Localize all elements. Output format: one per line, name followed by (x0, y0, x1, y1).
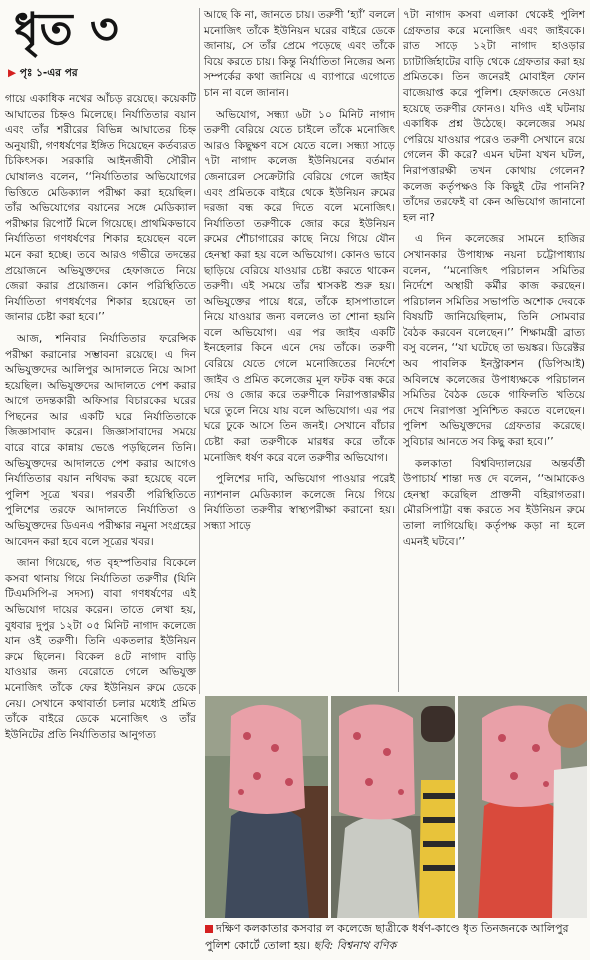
caption-bullet-icon (205, 925, 213, 933)
photo-panel-accused-2 (331, 696, 455, 918)
paragraph: আছে কি না, জানতে চায়। তরুণী ‘হ্যাঁ’ বললে মনোজিৎ তাঁকে ইউনিয়ন ঘরের বাইরে ডেকে জানায়, সে তাঁর প্রেমে পড়েছে এবং তাঁকে বিয়ে করতে চায়। কিন্তু নির্যাতিতা নিজের অন্য সম্পর্কের কথা জানিয়ে এ ব্যাপারে এগোতে চান না বলে জানান। (204, 9, 395, 99)
continuation-note (8, 66, 78, 83)
photo-panel-accused-1 (205, 696, 328, 918)
paragraph: অভিযোগ, সন্ধ্যা ৬টা ১০ মিনিট নাগাদ তরুণী বেরিয়ে যেতে চাইলে তাঁকে মনোজিৎ আরও কিছুক্ষণ বসে যেতে বলে। সন্ধ্যা সাড়ে ৭টা নাগাদ কলেজ ইউনিয়নের বর্তমান জেনারেল সেক্রেটারি বেরিয়ে গেলে জাইব এবং প্রমিতকে বাইরে থেকে ইউনিয়ন রুমের দরজা বন্ধ করে দিতে বলে মনোজিৎ। নির্যাতিতা তরুণীকে জোর করে ইউনিয়ন রুমের শৌচাগারের কাছে নিয়ে গিয়ে যৌন হেনস্থা করা হয় বলে অভিযোগ। কোনও ভাবে ছাড়িয়ে বেরিয়ে যাওয়ার চেষ্টা করতে থাকেন তরুণী। এই সময়ে তাঁর শ্বাসকষ্ট শুরু হয়। অভিযুক্তের পায়ে ধরে, তাঁকে হাসপাতালে নিয়ে যাওয়ার জন্য বললেও তা শোনা হয়নি বলে অভিযোগ। এর পর জাইব একটি ইনহেলার কিনে এনে দেয় তাঁকে। তরুণী বেরিয়ে যেতে গেলে মনোজিতের নির্দেশে জাইব ও প্রমিত কলেজের মূল ফটক বন্ধ করে দেয় ও জোর করে তরুণীকে নিরাপত্তারক্ষীর ঘরে তুলে নিয়ে যায় বলে অভিযোগ। এর পর ঘরে ঢুকে আসে তিন জনই। সেখানে বাঁচার চেষ্টা করা তরুণীকে মারধর করে তাঁকে মনোজিৎ ধর্ষণ করে বলে তরুণীর অভিযোগ। (204, 108, 395, 464)
column-rule (199, 8, 200, 694)
paragraph: পুলিশের দাবি, অভিযোগ পাওয়ার পরেই ন্যাশনাল মেডিক্যাল কলেজে নিয়ে গিয়ে নির্যাতিতা তরুণীর স্বাস্থ্যপরীক্ষা করানো হয়। সন্ধ্যা সাড়ে (204, 473, 395, 532)
article-column-3 (403, 8, 585, 556)
headline: ধৃত ৩ (14, 4, 120, 55)
paragraph: কলকাতা বিশ্ববিদ্যালয়ের অন্তর্বর্তী উপাচার্য শান্তা দত্ত দে বলেন, ‘‘আমাকেও হেনস্থা করেছিল প্রাক্তনী বহিরাগতরা। মৌরসিপাট্টা বন্ধ করতে সব ইউনিয়ন রুমে তালা লাগিয়েছি। কর্তৃপক্ষ কড়া না হলে এমনই ঘটবে।’’ (403, 457, 585, 548)
paragraph: গায়ে একাধিক নখের আঁচড় রয়েছে। কয়েকটি আঘাতের চিহ্নও মিলেছে। নির্যাতিতার বয়ান এবং তাঁর শরীরের বিভিন্ন আঘাতের চিহ্ন অনুযায়ী, গণধর্ষণের ইঙ্গিত দিয়েছেন কর্তব্যরত চিকিৎসক। সরকারি আইনজীবী সৌরীন ঘোষালও বলেন, ‘‘নির্যাতিতার অভিযোগের ভিত্তিতে মেডিক্যাল পরীক্ষা করা হয়েছিল। তাঁর অভিযোগের বয়ানের সঙ্গে মেডিক্যাল পরীক্ষার রিপোর্ট মিলে গিয়েছে। প্রাথমিকভাবে নির্যাতিতা গণধর্ষণের শিকার হয়েছেন বলে মনে করা হচ্ছে। তবে আরও গভীরে তদন্তের প্রয়োজনে অভিযুক্তদের হেফাজতে নিয়ে জেরা করার প্রয়োজন। কোন পরিস্থিতিতে নির্যাতিতা গণধর্ষণের শিকার হয়েছেন তা জানার চেষ্টা করা হবে।’’ (5, 93, 196, 324)
paragraph: আজ, শনিবার নির্যাতিতার ফরেন্সিক পরীক্ষা করানোর সম্ভাবনা রয়েছে। এ দিন অভিযুক্তদের আলিপুর আদালতে নিয়ে আসা হয়েছিল। অভিযুক্তদের আদালতে পেশ করার আগে তদন্তকারী অফিসার বিচারকের ঘরের পিছনের আর একটি ঘরে নির্যাতিতাকে জিজ্ঞাসাবাদ করেন। জিজ্ঞাসাবাদের সময়ে বারে বারে কান্নায় ভেঙে পড়ছিলেন তিনি। অভিযুক্তদের আদালতে পেশ করার আগেও নির্যাতিতার বয়ান নথিবদ্ধ করা হয়েছে বলে পুলিশ সূত্রে খবর। পরবর্তী পরিস্থিতিতে পুলিশের তরফে আদালতে নির্যাতিতা ও অভিযুক্তদের ডিএনএ পরীক্ষার নমুনা সংগ্রহের আবেদন করা হবে বলে সূত্রের খবর। (5, 332, 196, 548)
column-rule (398, 8, 399, 692)
photo-caption (205, 920, 585, 954)
photo-credit: ছবি: বিশ্বনাথ বণিক (313, 939, 397, 952)
paragraph: এ দিন কলেজের সামনে হাজির সেখানকার উপাধ্যক্ষ নয়না চট্টোপাধ্যায় বলেন, ‘‘মনোজিৎ পরিচালন সমিতির নির্দেশে অস্থায়ী কর্মীর কাজ করছেন। পরিচালন সমিতির সভাপতি অশোক দেবকে বিষয়টি জানিয়েছিলাম, তিনি সোমবার বৈঠক করবেন বলেছেন।’’ শিক্ষামন্ত্রী ব্রাত্য বসু বলেন, ‘‘যা ঘটেছে তা ভয়ঙ্কর। ডিরেক্টর অব পাবলিক ইনস্ট্রাকশন (ডিপিআই) অবিলম্বে কলেজের উপাধ্যক্ষকে পরিচালন সমিতির বৈঠক ডেকে গাফিলতি খতিয়ে দেখে নিরাপত্তা সুনিশ্চিত করতে বলেছেন। পুলিশ অভিযুক্তদের গ্রেফতার করেছে। সুবিচার আনতে সব কিছু করা হবে।’’ (403, 233, 585, 449)
article-column-2 (204, 8, 395, 541)
continuation-marker: ▶ (8, 67, 17, 79)
paragraph: জানা গিয়েছে, গত বৃহস্পতিবার বিকেলে কসবা থানায় গিয়ে নির্যাতিতা তরুণীর (যিনি টিএমসিপি-র সদস্য) বাবা গণধর্ষণের এই অভিযোগ দায়ের করেন। তাতে লেখা হয়, বুধবার দুপুর ১২টা ০৫ মিনিট নাগাদ কলেজে যান ওই তরুণী। তিনি একতলার ইউনিয়ন রুমে ছিলেন। বিকেল ৪টে নাগাদ বাড়ি যাওয়ার জন্য বেরোতে গেলে অভিযুক্ত মনোজিৎ তাঁকে ফের ইউনিয়ন রুমে ডেকে নেয়। সেখানে কথাবার্তা চলার মধ্যেই প্রমিত তাঁকে বাইরে ডেকে মনোজিৎ ও তাঁর ইউনিটের প্রতি নির্যাতিতার আনুগত্য (5, 557, 196, 741)
paragraph: ৭টা নাগাদ কসবা এলাকা থেকেই পুলিশ গ্রেফতার করে মনোজিৎ এবং জাইবকে। রাত সাড়ে ১২টা নাগাদ হাওড়ার চ্যাটার্জিহাটের বাড়ি থেকে গ্রেফতার করা হয় প্রমিতকে। তিন জনেরই মোবাইল ফোন বাজেয়াপ্ত করে পুলিশ। হেফাজতে নেওয়া হয়েছে তরুণীর ফোনও। যদিও এই ঘটনায় একাধিক প্রশ্ন উঠেছে। কলেজের সময় পেরিয়ে যাওয়ার পরেও তরুণী সেখানে রয়ে গেলেন কী করে? এমন ঘটনা যখন ঘটল, নিরাপত্তারক্ষী তখন কোথায় গেলেন? কলেজ কর্তৃপক্ষও কি কিছুই টের পাননি? তাঁদের তরফেই বা কেন অভিযোগ জানানো হল না? (403, 9, 585, 224)
caption-text: দক্ষিণ কলকাতার কসবার ল কলেজে ছাত্রীকে ধর্ষণ-কাণ্ডে ধৃত তিনজনকে আলিপুর পুলিশ কোর্টে তোলা হয়। (205, 922, 569, 952)
article-column-1 (5, 92, 196, 749)
photo-panel-accused-3 (458, 696, 587, 918)
continuation-text: পৃঃ ১-এর পর (19, 67, 78, 79)
news-photo (205, 696, 587, 918)
